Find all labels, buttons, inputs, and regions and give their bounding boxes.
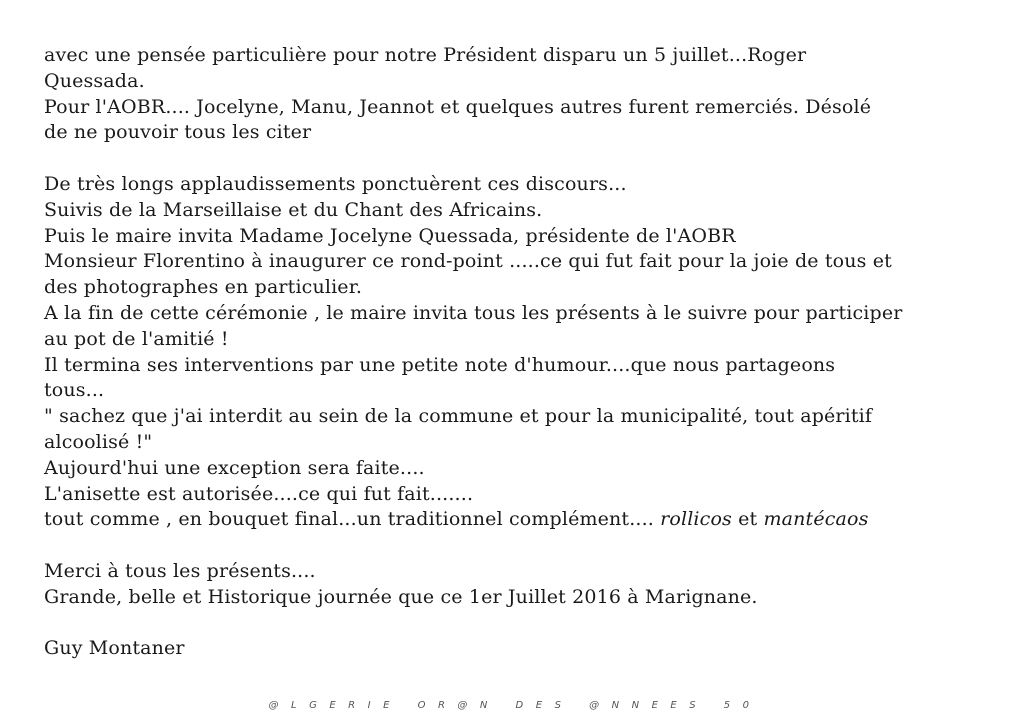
text-line: " sachez que j'ai interdit au sein de la commune et pour la municipalité, tout apéritif (44, 405, 873, 428)
text-line: au pot de l'amitié ! (44, 327, 229, 350)
document-body (44, 43, 1004, 662)
final-line-prefix: tout comme , en bouquet final...un traditionnel complément.... (44, 508, 661, 531)
text-line: Puis le maire invita Madame Jocelyne Quessada, présidente de l'AOBR (44, 224, 736, 247)
text-line: Grande, belle et Historique journée que ce 1er Juillet 2016 à Marignane. (44, 585, 758, 608)
text-line: Suivis de la Marseillaise et du Chant des Africains. (44, 198, 543, 221)
text-line: tous... (44, 379, 105, 402)
italic-word-mantecaos: mantécaos (763, 508, 869, 531)
text-line: L'anisette est autorisée....ce qui fut fait....... (44, 482, 474, 505)
text-line: des photographes en particulier. (44, 276, 363, 299)
italic-word-rollicos: rollicos (660, 508, 732, 531)
text-line: Merci à tous les présents.... (44, 559, 316, 582)
text-line: Monsieur Florentino à inaugurer ce rond-point .....ce qui fut fait pour la joie de tous et (44, 250, 892, 273)
final-line-middle: et (731, 508, 764, 531)
text-line: Pour l'AOBR.... Jocelyne, Manu, Jeannot et quelques autres furent remerciés. Désolé (44, 95, 872, 118)
text-line: A la fin de cette cérémonie , le maire invita tous les présents à le suivre pour participer (44, 301, 903, 324)
text-line: Il termina ses interventions par une petite note d'humour....que nous partageons (44, 353, 836, 376)
text-line: alcoolisé !" (44, 430, 153, 453)
blank-line (44, 533, 1004, 559)
final-text-line (44, 507, 1004, 533)
blank-line (44, 146, 1004, 172)
signature-line: Guy Montaner (44, 637, 185, 660)
text-line: de ne pouvoir tous les citer (44, 121, 312, 144)
blank-line (44, 611, 1004, 637)
text-line: Quessada. (44, 69, 145, 92)
text-line: avec une pensée particulière pour notre Président disparu un 5 juillet...Roger (44, 44, 807, 66)
footer-caption: @LGERIE OR@N DES @NNEES 50 (268, 700, 762, 711)
text-line: Aujourd'hui une exception sera faite.... (44, 456, 425, 479)
text-line: De très longs applaudissements ponctuèrent ces discours... (44, 172, 627, 195)
